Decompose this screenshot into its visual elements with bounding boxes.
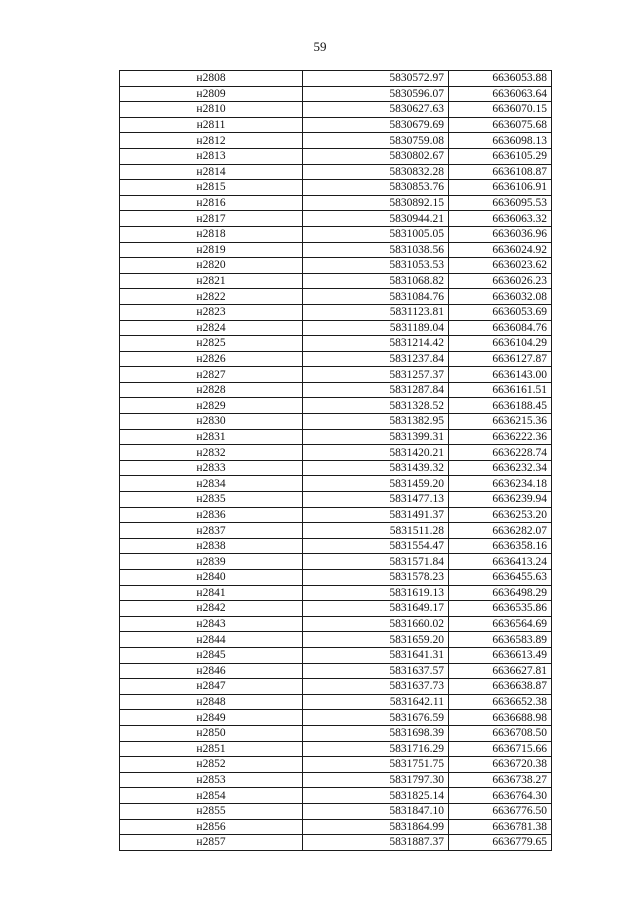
x-coordinate-cell: 5830832.28 <box>303 164 449 180</box>
y-coordinate-cell: 6636535.86 <box>449 601 552 617</box>
table-row <box>120 195 552 211</box>
y-coordinate-cell: 6636023.62 <box>449 258 552 274</box>
y-coordinate-cell: 6636455.63 <box>449 570 552 586</box>
table-row <box>120 788 552 804</box>
x-coordinate-cell: 5831637.73 <box>303 679 449 695</box>
table-row <box>120 289 552 305</box>
table-row <box>120 679 552 695</box>
table-row <box>120 585 552 601</box>
point-id-cell: н2824 <box>120 320 303 336</box>
x-coordinate-cell: 5831189.04 <box>303 320 449 336</box>
point-id-cell: н2822 <box>120 289 303 305</box>
x-coordinate-cell: 5830892.15 <box>303 195 449 211</box>
table-row <box>120 476 552 492</box>
y-coordinate-cell: 6636564.69 <box>449 616 552 632</box>
point-id-cell: н2815 <box>120 180 303 196</box>
x-coordinate-cell: 5831864.99 <box>303 819 449 835</box>
x-coordinate-cell: 5831084.76 <box>303 289 449 305</box>
y-coordinate-cell: 6636638.87 <box>449 679 552 695</box>
table-row <box>120 757 552 773</box>
table-row <box>120 523 552 539</box>
point-id-cell: н2854 <box>120 788 303 804</box>
table-row <box>120 304 552 320</box>
point-id-cell: н2823 <box>120 304 303 320</box>
x-coordinate-cell: 5831005.05 <box>303 226 449 242</box>
x-coordinate-cell: 5831382.95 <box>303 414 449 430</box>
page-number: 59 <box>313 39 327 54</box>
point-id-cell: н2816 <box>120 195 303 211</box>
table-row <box>120 148 552 164</box>
y-coordinate-cell: 6636188.45 <box>449 398 552 414</box>
y-coordinate-cell: 6636104.29 <box>449 336 552 352</box>
point-id-cell: н2847 <box>120 679 303 695</box>
point-id-cell: н2846 <box>120 663 303 679</box>
point-id-cell: н2837 <box>120 523 303 539</box>
x-coordinate-cell: 5830679.69 <box>303 117 449 133</box>
point-id-cell: н2810 <box>120 102 303 118</box>
table-row <box>120 180 552 196</box>
table-row <box>120 336 552 352</box>
x-coordinate-cell: 5831459.20 <box>303 476 449 492</box>
table-row <box>120 258 552 274</box>
table-row <box>120 803 552 819</box>
table-row <box>120 663 552 679</box>
table-row <box>120 710 552 726</box>
x-coordinate-cell: 5831554.47 <box>303 538 449 554</box>
x-coordinate-cell: 5831847.10 <box>303 803 449 819</box>
table-row <box>120 616 552 632</box>
point-id-cell: н2828 <box>120 382 303 398</box>
y-coordinate-cell: 6636652.38 <box>449 694 552 710</box>
y-coordinate-cell: 6636738.27 <box>449 772 552 788</box>
x-coordinate-cell: 5831123.81 <box>303 304 449 320</box>
point-id-cell: н2820 <box>120 258 303 274</box>
point-id-cell: н2841 <box>120 585 303 601</box>
point-id-cell: н2852 <box>120 757 303 773</box>
y-coordinate-cell: 6636764.30 <box>449 788 552 804</box>
point-id-cell: н2844 <box>120 632 303 648</box>
point-id-cell: н2812 <box>120 133 303 149</box>
point-id-cell: н2832 <box>120 445 303 461</box>
point-id-cell: н2855 <box>120 803 303 819</box>
point-id-cell: н2825 <box>120 336 303 352</box>
x-coordinate-cell: 5831641.31 <box>303 647 449 663</box>
x-coordinate-cell: 5831659.20 <box>303 632 449 648</box>
x-coordinate-cell: 5830802.67 <box>303 148 449 164</box>
point-id-cell: н2840 <box>120 570 303 586</box>
y-coordinate-cell: 6636583.89 <box>449 632 552 648</box>
y-coordinate-cell: 6636498.29 <box>449 585 552 601</box>
x-coordinate-cell: 5831053.53 <box>303 258 449 274</box>
point-id-cell: н2853 <box>120 772 303 788</box>
x-coordinate-cell: 5831751.75 <box>303 757 449 773</box>
x-coordinate-cell: 5831214.42 <box>303 336 449 352</box>
y-coordinate-cell: 6636613.49 <box>449 647 552 663</box>
y-coordinate-cell: 6636239.94 <box>449 492 552 508</box>
table-row <box>120 445 552 461</box>
x-coordinate-cell: 5831420.21 <box>303 445 449 461</box>
point-id-cell: н2835 <box>120 492 303 508</box>
table-row <box>120 242 552 258</box>
table-row <box>120 835 552 851</box>
x-coordinate-cell: 5830572.97 <box>303 71 449 87</box>
table-row <box>120 694 552 710</box>
y-coordinate-cell: 6636161.51 <box>449 382 552 398</box>
y-coordinate-cell: 6636127.87 <box>449 351 552 367</box>
x-coordinate-cell: 5831649.17 <box>303 601 449 617</box>
table-row <box>120 538 552 554</box>
x-coordinate-cell: 5831068.82 <box>303 273 449 289</box>
y-coordinate-cell: 6636063.64 <box>449 86 552 102</box>
point-id-cell: н2821 <box>120 273 303 289</box>
x-coordinate-cell: 5831619.13 <box>303 585 449 601</box>
point-id-cell: н2811 <box>120 117 303 133</box>
x-coordinate-cell: 5831676.59 <box>303 710 449 726</box>
point-id-cell: н2856 <box>120 819 303 835</box>
y-coordinate-cell: 6636036.96 <box>449 226 552 242</box>
x-coordinate-cell: 5830596.07 <box>303 86 449 102</box>
table-row <box>120 554 552 570</box>
x-coordinate-cell: 5830944.21 <box>303 211 449 227</box>
table-row <box>120 647 552 663</box>
y-coordinate-cell: 6636070.15 <box>449 102 552 118</box>
y-coordinate-cell: 6636063.32 <box>449 211 552 227</box>
point-id-cell: н2818 <box>120 226 303 242</box>
y-coordinate-cell: 6636098.13 <box>449 133 552 149</box>
table-row <box>120 164 552 180</box>
x-coordinate-cell: 5831038.56 <box>303 242 449 258</box>
table-row <box>120 273 552 289</box>
table-row <box>120 226 552 242</box>
x-coordinate-cell: 5831887.37 <box>303 835 449 851</box>
y-coordinate-cell: 6636105.29 <box>449 148 552 164</box>
table-row <box>120 492 552 508</box>
table-row <box>120 429 552 445</box>
point-id-cell: н2831 <box>120 429 303 445</box>
point-id-cell: н2819 <box>120 242 303 258</box>
y-coordinate-cell: 6636075.68 <box>449 117 552 133</box>
y-coordinate-cell: 6636024.92 <box>449 242 552 258</box>
point-id-cell: н2850 <box>120 725 303 741</box>
y-coordinate-cell: 6636253.20 <box>449 507 552 523</box>
x-coordinate-cell: 5830853.76 <box>303 180 449 196</box>
table-row <box>120 772 552 788</box>
x-coordinate-cell: 5831797.30 <box>303 772 449 788</box>
table-row <box>120 211 552 227</box>
x-coordinate-cell: 5831439.32 <box>303 460 449 476</box>
table-row <box>120 460 552 476</box>
point-id-cell: н2829 <box>120 398 303 414</box>
y-coordinate-cell: 6636781.38 <box>449 819 552 835</box>
coordinates-table <box>119 70 552 851</box>
point-id-cell: н2843 <box>120 616 303 632</box>
table-row <box>120 102 552 118</box>
x-coordinate-cell: 5831477.13 <box>303 492 449 508</box>
y-coordinate-cell: 6636026.23 <box>449 273 552 289</box>
x-coordinate-cell: 5831578.23 <box>303 570 449 586</box>
point-id-cell: н2849 <box>120 710 303 726</box>
y-coordinate-cell: 6636282.07 <box>449 523 552 539</box>
point-id-cell: н2826 <box>120 351 303 367</box>
point-id-cell: н2851 <box>120 741 303 757</box>
x-coordinate-cell: 5831637.57 <box>303 663 449 679</box>
y-coordinate-cell: 6636095.53 <box>449 195 552 211</box>
y-coordinate-cell: 6636708.50 <box>449 725 552 741</box>
table-row <box>120 86 552 102</box>
y-coordinate-cell: 6636779.65 <box>449 835 552 851</box>
table-row <box>120 367 552 383</box>
point-id-cell: н2817 <box>120 211 303 227</box>
point-id-cell: н2814 <box>120 164 303 180</box>
table-row <box>120 570 552 586</box>
point-id-cell: н2813 <box>120 148 303 164</box>
x-coordinate-cell: 5831698.39 <box>303 725 449 741</box>
x-coordinate-cell: 5831328.52 <box>303 398 449 414</box>
x-coordinate-cell: 5830759.08 <box>303 133 449 149</box>
x-coordinate-cell: 5831716.29 <box>303 741 449 757</box>
point-id-cell: н2827 <box>120 367 303 383</box>
point-id-cell: н2830 <box>120 414 303 430</box>
table-row <box>120 601 552 617</box>
x-coordinate-cell: 5831511.28 <box>303 523 449 539</box>
point-id-cell: н2842 <box>120 601 303 617</box>
point-id-cell: н2809 <box>120 86 303 102</box>
x-coordinate-cell: 5831825.14 <box>303 788 449 804</box>
y-coordinate-cell: 6636215.36 <box>449 414 552 430</box>
x-coordinate-cell: 5831642.11 <box>303 694 449 710</box>
y-coordinate-cell: 6636106.91 <box>449 180 552 196</box>
x-coordinate-cell: 5831571.84 <box>303 554 449 570</box>
table-row <box>120 382 552 398</box>
table-row <box>120 398 552 414</box>
x-coordinate-cell: 5830627.63 <box>303 102 449 118</box>
y-coordinate-cell: 6636222.36 <box>449 429 552 445</box>
table-row <box>120 632 552 648</box>
y-coordinate-cell: 6636084.76 <box>449 320 552 336</box>
table-row <box>120 725 552 741</box>
point-id-cell: н2833 <box>120 460 303 476</box>
x-coordinate-cell: 5831399.31 <box>303 429 449 445</box>
x-coordinate-cell: 5831257.37 <box>303 367 449 383</box>
point-id-cell: н2836 <box>120 507 303 523</box>
y-coordinate-cell: 6636053.69 <box>449 304 552 320</box>
point-id-cell: н2848 <box>120 694 303 710</box>
y-coordinate-cell: 6636108.87 <box>449 164 552 180</box>
table-row <box>120 819 552 835</box>
point-id-cell: н2834 <box>120 476 303 492</box>
y-coordinate-cell: 6636032.08 <box>449 289 552 305</box>
y-coordinate-cell: 6636688.98 <box>449 710 552 726</box>
y-coordinate-cell: 6636720.38 <box>449 757 552 773</box>
y-coordinate-cell: 6636776.50 <box>449 803 552 819</box>
table-row <box>120 507 552 523</box>
y-coordinate-cell: 6636715.66 <box>449 741 552 757</box>
table-row <box>120 71 552 87</box>
y-coordinate-cell: 6636228.74 <box>449 445 552 461</box>
table-row <box>120 117 552 133</box>
point-id-cell: н2839 <box>120 554 303 570</box>
point-id-cell: н2857 <box>120 835 303 851</box>
x-coordinate-cell: 5831237.84 <box>303 351 449 367</box>
table-row <box>120 320 552 336</box>
x-coordinate-cell: 5831660.02 <box>303 616 449 632</box>
y-coordinate-cell: 6636143.00 <box>449 367 552 383</box>
y-coordinate-cell: 6636234.18 <box>449 476 552 492</box>
table-row <box>120 741 552 757</box>
x-coordinate-cell: 5831287.84 <box>303 382 449 398</box>
y-coordinate-cell: 6636053.88 <box>449 71 552 87</box>
x-coordinate-cell: 5831491.37 <box>303 507 449 523</box>
y-coordinate-cell: 6636232.34 <box>449 460 552 476</box>
table-row <box>120 414 552 430</box>
point-id-cell: н2838 <box>120 538 303 554</box>
point-id-cell: н2808 <box>120 71 303 87</box>
y-coordinate-cell: 6636413.24 <box>449 554 552 570</box>
table-row <box>120 133 552 149</box>
table-row <box>120 351 552 367</box>
y-coordinate-cell: 6636358.16 <box>449 538 552 554</box>
coordinates-table-body <box>120 71 552 851</box>
y-coordinate-cell: 6636627.81 <box>449 663 552 679</box>
point-id-cell: н2845 <box>120 647 303 663</box>
